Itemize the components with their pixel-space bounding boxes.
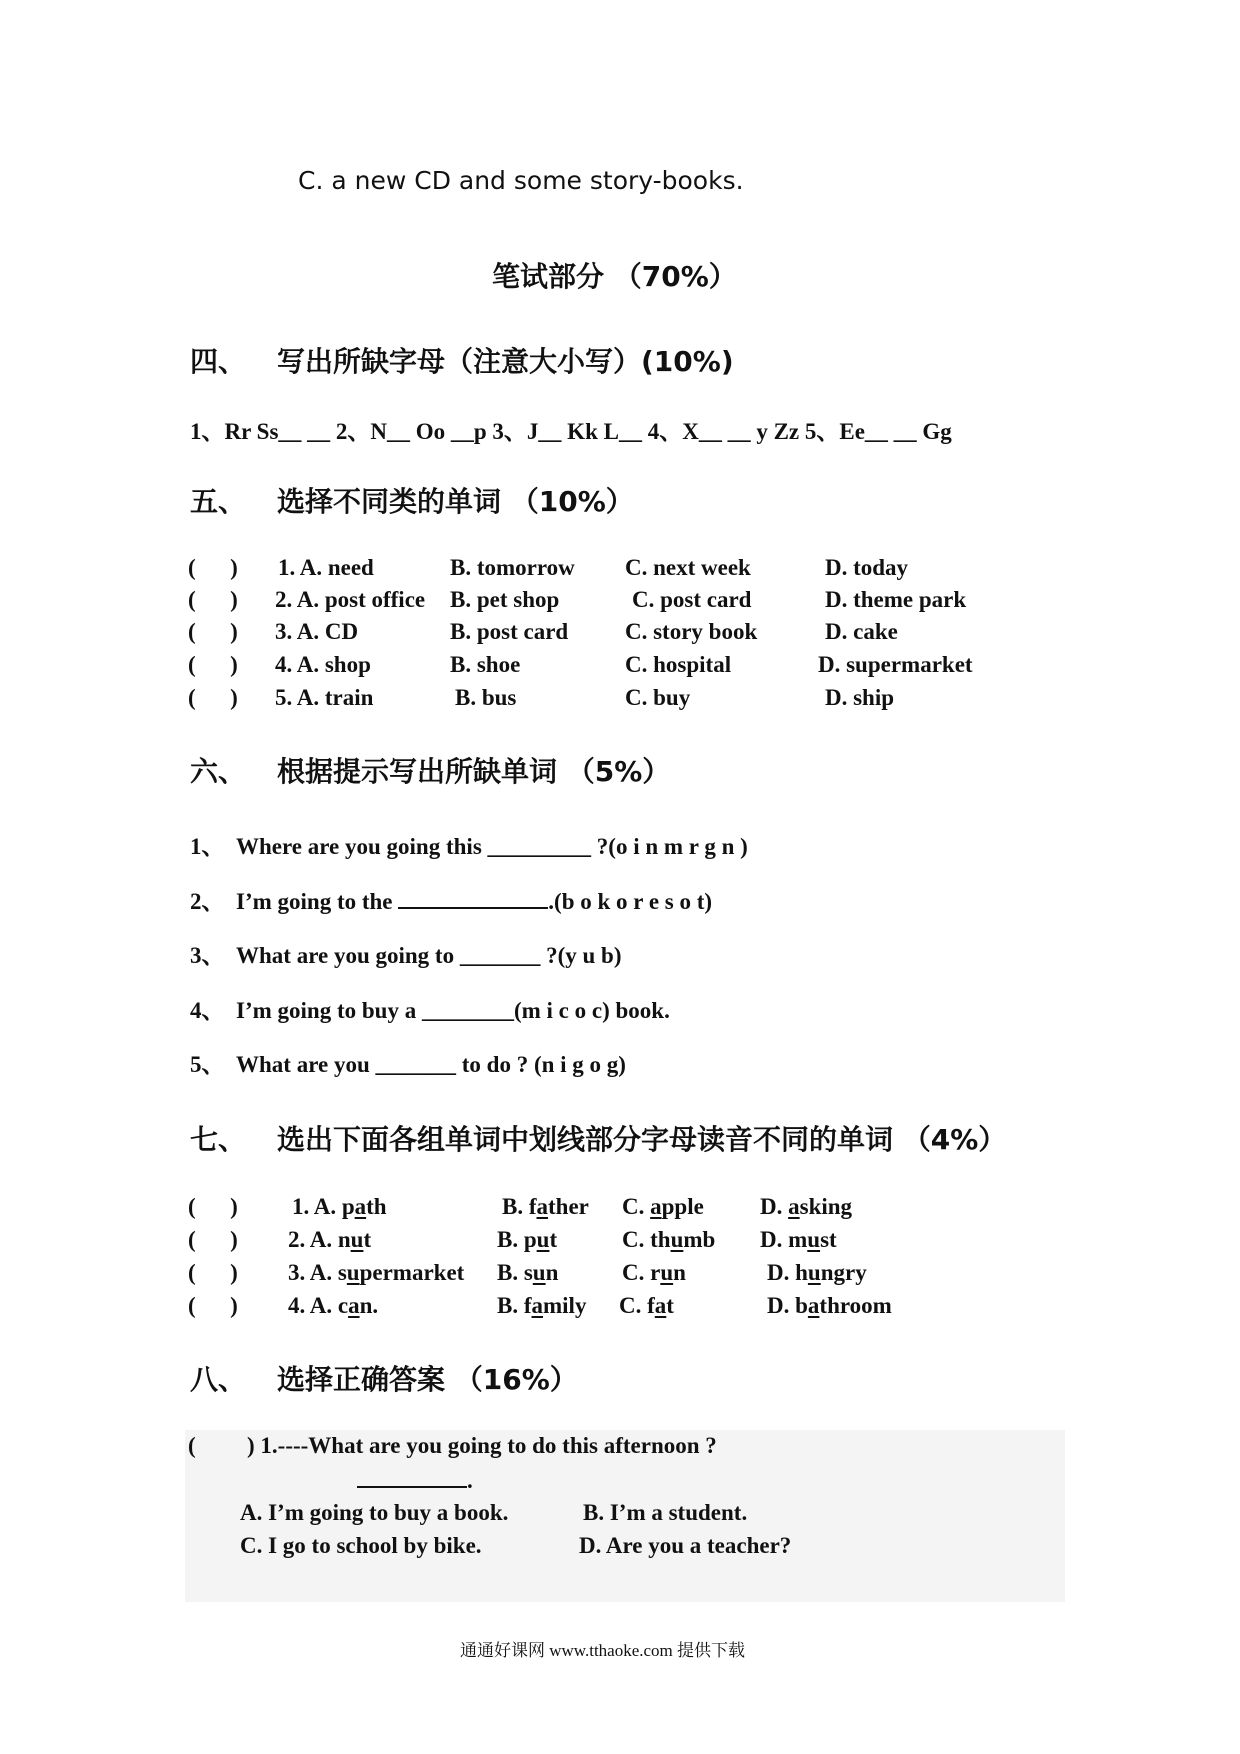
answer-paren[interactable]: ( ) <box>188 587 238 612</box>
section-6-number: 六、 <box>190 755 247 788</box>
option-d: D. ship <box>825 685 895 710</box>
item-hint: ?(y u b) <box>546 943 622 968</box>
item-number: 2、 <box>190 889 225 914</box>
choice-d[interactable]: D. Are you a teacher? <box>579 1533 792 1558</box>
item-text: I’m going to buy a <box>236 998 417 1023</box>
answer-blank[interactable]: . <box>357 1468 473 1494</box>
section-4-line: 1、Rr Ss__ __ 2、N__ Oo __p 3、J__ Kk L__ 4、X__ __ y Zz 5、Ee__ __ Gg <box>190 419 952 444</box>
choice-a[interactable]: A. I’m going to buy a book. <box>240 1500 509 1525</box>
item-text: What are you going to <box>236 943 455 968</box>
list-item <box>190 1046 626 1079</box>
option-c: C. post card <box>632 587 752 612</box>
option-a: 3. A. CD <box>275 619 359 644</box>
option-c: C. thumb <box>622 1227 716 1252</box>
option-b: B. sun <box>497 1260 559 1285</box>
option-a: 1. A. need <box>278 555 374 580</box>
section-7-number: 七、 <box>190 1123 247 1156</box>
answer-paren[interactable]: ( ) <box>188 1260 238 1285</box>
option-c: C. run <box>622 1260 686 1285</box>
option-a: 4. A. shop <box>275 652 371 677</box>
item-number: 1、 <box>190 834 225 859</box>
item-number: 5、 <box>190 1052 225 1077</box>
answer-blank[interactable] <box>398 889 548 909</box>
list-item <box>190 828 748 861</box>
item-hint: (m i c o c) book. <box>513 998 670 1023</box>
answer-blank[interactable]: ________ <box>421 998 514 1023</box>
section-5-title: 选择不同类的单词 （10%） <box>277 485 634 518</box>
option-d: D. supermarket <box>818 652 973 677</box>
option-b: B. family <box>497 1293 587 1318</box>
option-a: 2. A. nut <box>288 1227 372 1252</box>
option-c: C. fat <box>619 1293 674 1318</box>
answer-blank[interactable]: _______ <box>459 943 541 968</box>
answer-paren[interactable]: ( ) <box>188 1293 238 1318</box>
option-b: B. bus <box>455 685 517 710</box>
list-item <box>190 992 670 1025</box>
section-6-title: 根据提示写出所缺单词 （5%） <box>277 755 671 788</box>
answer-blank[interactable]: _______ <box>375 1052 456 1077</box>
option-d: D. asking <box>760 1194 853 1219</box>
option-a: 2. A. post office <box>275 587 426 612</box>
option-a: 1. A. path <box>292 1194 387 1219</box>
choice-b[interactable]: B. I’m a student. <box>583 1500 748 1525</box>
option-c-line: C. a new CD and some story-books. <box>298 166 744 195</box>
answer-paren[interactable]: ( ) <box>188 555 238 580</box>
list-item <box>190 937 622 970</box>
option-d: D. must <box>760 1227 837 1252</box>
option-d: D. theme park <box>825 587 967 612</box>
answer-paren[interactable]: ( ) <box>188 685 238 710</box>
option-d: D. cake <box>825 619 898 644</box>
answer-blank[interactable]: _________ <box>487 834 592 859</box>
option-b: B. put <box>497 1227 558 1252</box>
section-4-number: 四、 <box>190 345 247 378</box>
option-b: B. tomorrow <box>450 555 575 580</box>
answer-paren[interactable]: ( <box>188 1433 231 1458</box>
section-8-number: 八、 <box>190 1363 247 1396</box>
answer-paren[interactable]: ( ) <box>188 1227 238 1252</box>
section-8-title: 选择正确答案 （16%） <box>277 1363 578 1396</box>
item-text: What are you <box>236 1052 370 1077</box>
option-a: 3. A. supermarket <box>288 1260 465 1285</box>
item-text: I’m going to the <box>236 889 393 914</box>
option-c: C. next week <box>625 555 751 580</box>
section-7-title: 选出下面各组单词中划线部分字母读音不同的单词 （4%） <box>277 1123 1007 1156</box>
option-b: B. pet shop <box>450 587 560 612</box>
answer-paren[interactable]: ( ) <box>188 1194 238 1219</box>
list-item <box>190 883 712 916</box>
answer-paren[interactable]: ( ) <box>188 652 238 677</box>
option-d: D. today <box>825 555 909 580</box>
part-title: 笔试部分 （70%） <box>492 260 737 293</box>
page-footer: 通通好课网 www.tthaoke.com 提供下载 <box>460 1641 746 1660</box>
option-b: B. post card <box>450 619 569 644</box>
answer-paren[interactable]: ( ) <box>188 619 238 644</box>
option-d: D. hungry <box>767 1260 867 1285</box>
item-hint: to do ? (n i g o g) <box>461 1052 626 1077</box>
option-c: C. story book <box>625 619 758 644</box>
section-4-title: 写出所缺字母（注意大小写）(10%) <box>277 345 734 378</box>
section-5-number: 五、 <box>190 485 247 518</box>
item-hint: .(b o k o r e s o t) <box>548 889 713 914</box>
option-c: C. buy <box>625 685 691 710</box>
option-b: B. father <box>502 1194 589 1219</box>
item-text: Where are you going this <box>236 834 482 859</box>
item-number: 4、 <box>190 998 225 1023</box>
choice-c[interactable]: C. I go to school by bike. <box>240 1533 482 1558</box>
option-c: C. hospital <box>625 652 732 677</box>
option-a: 5. A. train <box>275 685 374 710</box>
item-number: 3、 <box>190 943 225 968</box>
option-b: B. shoe <box>450 652 521 677</box>
question-text: ) 1.----What are you going to do this afternoon ? <box>247 1433 717 1458</box>
item-hint: ?(o i n m r g n ) <box>596 834 748 859</box>
option-a: 4. A. can. <box>288 1293 379 1318</box>
option-d: D. bathroom <box>767 1293 892 1318</box>
option-c: C. apple <box>622 1194 704 1219</box>
